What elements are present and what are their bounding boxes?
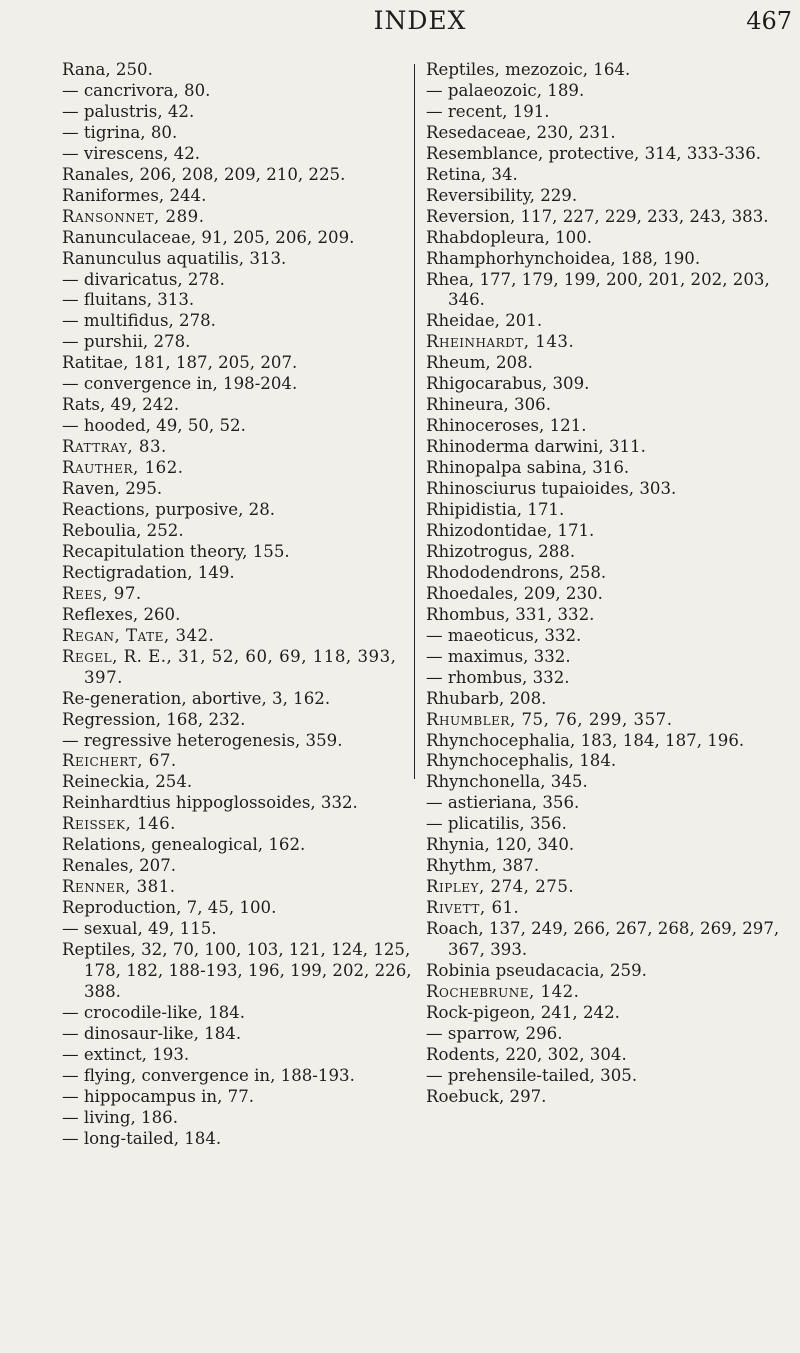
index-entry: — tigrina, 80.	[62, 122, 178, 142]
index-entry: Retina, 34.	[426, 164, 518, 184]
index-entry: — sparrow, 296.	[426, 1023, 563, 1043]
index-entry: — extinct, 193.	[62, 1044, 190, 1064]
index-entry: Ranales, 206, 208, 209, 210, 225.	[62, 164, 346, 184]
index-entry: Reversion, 117, 227, 229, 233, 243, 383.	[426, 206, 769, 226]
index-entry: Rhynchonella, 345.	[426, 772, 588, 792]
index-entry: Regression, 168, 232.	[62, 709, 246, 729]
index-entry: Rhamphorhynchoidea, 188, 190.	[426, 248, 701, 268]
index-entry: Resedaceae, 230, 231.	[426, 122, 616, 142]
index-entry: Reichert, 67.	[62, 751, 177, 771]
index-entry: — purshii, 278.	[62, 332, 191, 352]
index-entry: — flying, convergence in, 188-193.	[62, 1065, 355, 1085]
index-entry: Reptiles, 32, 70, 100, 103, 121, 124, 125, 178, 182, 188-193, 196, 199, 202, 226, 388.	[62, 940, 412, 1001]
index-entry: Reboulia, 252.	[62, 520, 184, 540]
index-entry: — multifidus, 278.	[62, 311, 216, 331]
index-entry: Rhubarb, 208.	[426, 688, 547, 708]
index-entry: Rhabdopleura, 100.	[426, 227, 593, 247]
index-entry: Rhineura, 306.	[426, 395, 552, 415]
index-entry: Rhipidistia, 171.	[426, 500, 565, 520]
index-entry: Ranunculus aquatilis, 313.	[62, 248, 287, 268]
index-entry: Reflexes, 260.	[62, 604, 181, 624]
index-entry: Regan, Tate, 342.	[62, 625, 215, 645]
index-entry: Rhizodontidae, 171.	[426, 520, 595, 540]
index-column-left	[62, 60, 414, 1150]
index-entry: Rees, 97.	[62, 583, 142, 603]
index-entry: — convergence in, 198-204.	[62, 374, 298, 394]
index-entry: Rhumbler, 75, 76, 299, 357.	[426, 709, 673, 729]
index-entry: — crocodile-like, 184.	[62, 1002, 246, 1022]
index-entry: Rhynchocephalia, 183, 184, 187, 196.	[426, 730, 745, 750]
index-entry: — sexual, 49, 115.	[62, 919, 217, 939]
index-entry: Rana, 250.	[62, 60, 153, 79]
index-entry: Rauther, 162.	[62, 458, 184, 478]
index-entry: — prehensile-tailed, 305.	[426, 1065, 638, 1085]
index-entry: Rock-pigeon, 241, 242.	[426, 1002, 620, 1022]
index-entry: Rhombus, 331, 332.	[426, 604, 595, 624]
index-entry: Resemblance, protective, 314, 333-336.	[426, 143, 762, 163]
index-entry: Reproduction, 7, 45, 100.	[62, 898, 277, 918]
index-entry: — cancrivora, 80.	[62, 80, 211, 100]
index-entry: Rhinoceroses, 121.	[426, 416, 587, 436]
index-entry: — hippocampus in, 77.	[62, 1086, 255, 1106]
page-number: 467	[746, 7, 792, 35]
index-entry: — astieriana, 356.	[426, 793, 580, 813]
index-entry: Rochebrune, 142.	[426, 981, 580, 1001]
index-entry: Ransonnet, 289.	[62, 206, 205, 226]
index-entry: Rectigradation, 149.	[62, 562, 235, 582]
index-entry: Rivett, 61.	[426, 898, 520, 918]
index-entry: — long-tailed, 184.	[62, 1128, 222, 1148]
index-entry: Rhododendrons, 258.	[426, 562, 607, 582]
index-entry: Reissek, 146.	[62, 814, 176, 834]
index-entry: — maximus, 332.	[426, 646, 571, 666]
column-divider	[414, 64, 415, 779]
index-entry: Rheidae, 201.	[426, 311, 543, 331]
index-entry: Relations, genealogical, 162.	[62, 835, 306, 855]
index-entry: Rhinopalpa sabina, 316.	[426, 458, 630, 478]
index-entry: — plicatilis, 356.	[426, 814, 567, 834]
index-entry: Ranunculaceae, 91, 205, 206, 209.	[62, 227, 355, 247]
index-entry: Robinia pseudacacia, 259.	[426, 960, 647, 980]
index-entry: — living, 186.	[62, 1107, 178, 1127]
index-entry: Reinhardtius hippoglossoides, 332.	[62, 793, 358, 813]
index-entry: Roach, 137, 249, 266, 267, 268, 269, 297, 367, 393.	[426, 919, 780, 960]
page-title: INDEX	[373, 6, 467, 35]
index-entry: Roebuck, 297.	[426, 1086, 547, 1106]
index-entry: — dinosaur-like, 184.	[62, 1023, 242, 1043]
index-entry: Rhoedales, 209, 230.	[426, 583, 603, 603]
index-entry: Rhea, 177, 179, 199, 200, 201, 202, 203, 346.	[426, 269, 770, 310]
index-entry: — fluitans, 313.	[62, 290, 195, 310]
index-entry: Reineckia, 254.	[62, 772, 193, 792]
index-entry: Rhythm, 387.	[426, 856, 540, 876]
index-entry: Recapitulation theory, 155.	[62, 541, 290, 561]
index-entry: Raven, 295.	[62, 479, 163, 499]
index-entry: — recent, 191.	[426, 101, 550, 121]
index-entry: Regel, R. E., 31, 52, 60, 69, 118, 393, 397.	[62, 646, 397, 687]
index-entry: — virescens, 42.	[62, 143, 201, 163]
index-entry: — divaricatus, 278.	[62, 269, 225, 289]
index-entry: Rodents, 220, 302, 304.	[426, 1044, 627, 1064]
index-entry: — hooded, 49, 50, 52.	[62, 416, 246, 436]
index-entry: Rhinoderma darwini, 311.	[426, 437, 646, 457]
index-entry: Rhinosciurus tupaioides, 303.	[426, 479, 677, 499]
index-entry: Renales, 207.	[62, 856, 177, 876]
index-entry: Reversibility, 229.	[426, 185, 578, 205]
index-entry: Rhynia, 120, 340.	[426, 835, 575, 855]
index-entry: Rats, 49, 242.	[62, 395, 180, 415]
index-entry: — palustris, 42.	[62, 101, 195, 121]
index-entry: — regressive heterogenesis, 359.	[62, 730, 343, 750]
index-entry: — rhombus, 332.	[426, 667, 570, 687]
index-column-right	[426, 60, 800, 1108]
index-entry: Rhynchocephalis, 184.	[426, 751, 617, 771]
index-entry: — maeoticus, 332.	[426, 625, 582, 645]
index-entry: Rheum, 208.	[426, 353, 533, 373]
index-entry: Rheinhardt, 143.	[426, 332, 575, 352]
index-entry: Reactions, purposive, 28.	[62, 500, 276, 520]
index-entry: Rhigocarabus, 309.	[426, 374, 590, 394]
index-entry: Re-generation, abortive, 3, 162.	[62, 688, 331, 708]
index-entry: Renner, 381.	[62, 877, 176, 897]
index-entry: Rhizotrogus, 288.	[426, 541, 576, 561]
page-header	[0, 4, 800, 44]
index-entry: Raniformes, 244.	[62, 185, 207, 205]
index-entry: Reptiles, mezozoic, 164.	[426, 60, 631, 79]
index-entry: Rattray, 83.	[62, 437, 167, 457]
index-entry: Ripley, 274, 275.	[426, 877, 575, 897]
index-entry: — palaeozoic, 189.	[426, 80, 585, 100]
index-entry: Ratitae, 181, 187, 205, 207.	[62, 353, 298, 373]
